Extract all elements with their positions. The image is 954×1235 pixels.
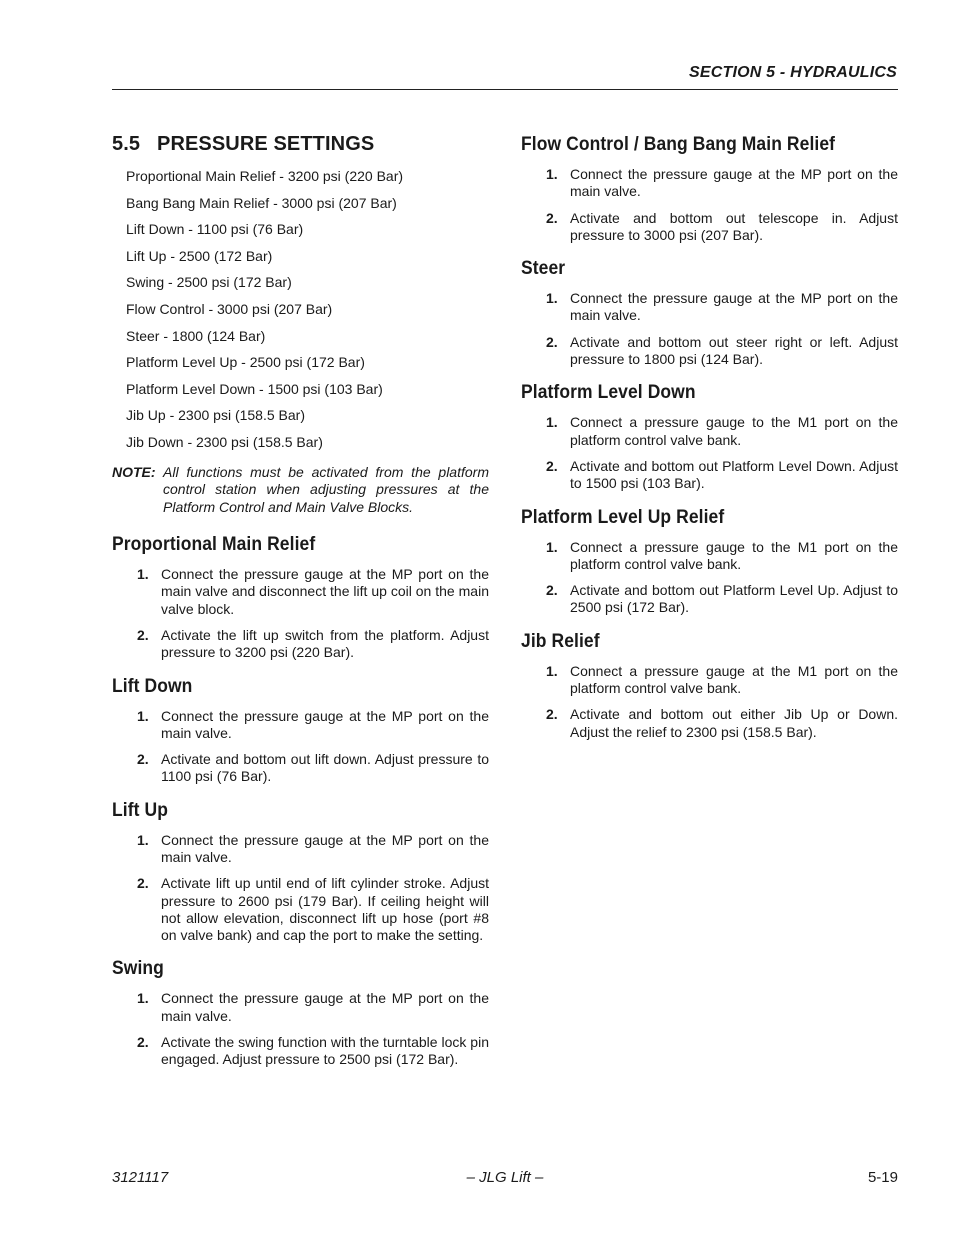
step-item <box>521 334 898 369</box>
left-column <box>112 128 489 1083</box>
step-number: 1. <box>546 662 558 679</box>
steps-list <box>112 990 489 1068</box>
step-number: 2. <box>137 626 149 643</box>
setting-item: Platform Level Down - 1500 psi (103 Bar) <box>126 380 383 397</box>
document-number: 3121117 <box>112 1169 169 1186</box>
setting-item: Steer - 1800 (124 Bar) <box>126 327 266 344</box>
step-item <box>112 751 489 786</box>
step-number: 2. <box>137 1034 149 1051</box>
step-item <box>521 458 898 493</box>
block-platform-level-up-relief <box>521 507 898 617</box>
step-item <box>112 1034 489 1069</box>
step-number: 2. <box>546 457 558 474</box>
block-lift-up <box>112 800 489 945</box>
step-text: Activate and bottom out telescope in. Adjust pressure to 3000 psi (207 Bar). <box>570 209 898 243</box>
subsection-heading: Platform Level Down <box>521 382 696 404</box>
steps-list <box>521 663 898 741</box>
right-column <box>521 128 898 755</box>
footer-brand: – JLG Lift – <box>466 1169 544 1186</box>
setting-item: Lift Down - 1100 psi (76 Bar) <box>126 221 304 238</box>
setting-item: Bang Bang Main Relief - 3000 psi (207 Bar) <box>126 194 397 211</box>
step-number: 1. <box>546 538 558 555</box>
step-text: Connect the pressure gauge at the MP port on the main valve. <box>161 831 489 865</box>
step-item <box>521 166 898 201</box>
steps-list <box>521 290 898 368</box>
step-text: Activate and bottom out lift down. Adjust pressure to 1100 psi (76 Bar). <box>161 751 489 785</box>
step-text: Connect a pressure gauge at the M1 port on the platform control valve bank. <box>570 662 898 697</box>
step-number: 1. <box>137 990 149 1007</box>
step-text: Connect the pressure gauge at the MP port on the main valve. <box>570 166 898 200</box>
steps-list <box>521 166 898 244</box>
step-text: Activate and bottom out steer right or left. Adjust pressure to 1800 psi (124 Bar). <box>570 333 898 368</box>
step-number: 2. <box>137 875 149 892</box>
step-number: 1. <box>546 290 558 307</box>
step-number: 1. <box>137 707 149 724</box>
block-proportional-main-relief <box>112 534 489 661</box>
setting-item: Swing - 2500 psi (172 Bar) <box>126 274 292 291</box>
step-text: Connect a pressure gauge to the M1 port on the platform control valve bank. <box>570 414 898 448</box>
block-jib-relief <box>521 631 898 741</box>
step-item <box>521 539 898 574</box>
subsection-heading: Jib Relief <box>521 630 600 652</box>
subsection-heading: Swing <box>112 958 164 980</box>
step-item <box>521 582 898 617</box>
step-item <box>112 875 489 944</box>
header-rule <box>112 89 898 90</box>
step-text: Activate the swing function with the turntable lock pin engaged. Adjust pressure to 2500 psi (172 Bar). <box>161 1034 489 1068</box>
step-text: Activate and bottom out Platform Level Up. Adjust to 2500 psi (172 Bar). <box>570 582 898 616</box>
step-item <box>521 706 898 741</box>
block-lift-down <box>112 676 489 786</box>
steps-list <box>112 708 489 786</box>
step-item <box>112 708 489 743</box>
step-number: 1. <box>137 831 149 848</box>
step-item <box>112 832 489 867</box>
block-platform-level-down <box>521 382 898 492</box>
step-item <box>112 566 489 618</box>
step-number: 1. <box>546 166 558 182</box>
step-text: Activate lift up until end of lift cylinder stroke. Adjust pressure to 2600 psi (179 Bar). If ceiling height will not allow elevation, disconnect lift up hose (port #8 on valve bank) and cap the port to make the setting. <box>161 875 489 944</box>
step-number: 2. <box>137 751 149 768</box>
steps-list <box>112 566 489 661</box>
section-title-text: PRESSURE SETTINGS <box>157 133 375 155</box>
steps-list <box>521 539 898 617</box>
step-text: Activate the lift up switch from the platform. Adjust pressure to 3200 psi (220 Bar). <box>161 626 489 661</box>
step-text: Connect the pressure gauge at the MP port on the main valve. <box>161 990 489 1024</box>
step-text: Connect the pressure gauge at the MP port on the main valve and disconnect the lift up coil on the main valve block. <box>161 566 489 617</box>
subsection-heading: Steer <box>521 258 566 280</box>
step-item <box>112 990 489 1025</box>
note <box>112 464 489 517</box>
pressure-settings-list <box>112 168 489 461</box>
setting-item: Lift Up - 2500 (172 Bar) <box>126 247 273 264</box>
block-steer <box>521 258 898 368</box>
step-text: Activate and bottom out Platform Level Down. Adjust to 1500 psi (103 Bar). <box>570 457 898 492</box>
setting-item: Platform Level Up - 2500 psi (172 Bar) <box>126 354 365 371</box>
step-number: 2. <box>546 209 558 226</box>
page-number: 5-19 <box>867 1169 898 1186</box>
step-number: 2. <box>546 706 558 723</box>
steps-list <box>112 832 489 945</box>
step-number: 1. <box>546 414 558 431</box>
subsection-heading: Lift Down <box>112 675 193 697</box>
block-flow-control <box>521 134 898 244</box>
subsection-heading: Platform Level Up Relief <box>521 506 725 528</box>
step-item <box>112 627 489 662</box>
setting-item: Jib Up - 2300 psi (158.5 Bar) <box>126 407 305 424</box>
block-swing <box>112 958 489 1068</box>
section-number: 5.5 <box>112 133 141 155</box>
step-text: Connect a pressure gauge to the M1 port on the platform control valve bank. <box>570 538 898 572</box>
section-header: SECTION 5 - HYDRAULICS <box>689 64 897 81</box>
subsection-heading: Proportional Main Relief <box>112 534 316 556</box>
step-number: 2. <box>546 582 558 599</box>
step-text: Connect the pressure gauge at the MP port on the main valve. <box>570 290 898 324</box>
setting-item: Flow Control - 3000 psi (207 Bar) <box>126 300 333 317</box>
step-text: Activate and bottom out either Jib Up or Down. Adjust the relief to 2300 psi (158.5 Bar). <box>570 706 898 740</box>
note-text: All functions must be activated from the platform control station when adjusting pressures at the Platform Control and Main Valve Blocks. <box>163 463 489 515</box>
subsection-heading: Lift Up <box>112 799 168 821</box>
step-number: 2. <box>546 333 558 350</box>
section-title <box>112 133 489 156</box>
step-number: 1. <box>137 566 149 583</box>
step-item <box>521 663 898 698</box>
step-item <box>521 290 898 325</box>
step-text: Connect the pressure gauge at the MP port on the main valve. <box>161 707 489 741</box>
step-item <box>521 210 898 245</box>
note-label: NOTE: <box>112 463 156 480</box>
setting-item: Jib Down - 2300 psi (158.5 Bar) <box>126 433 323 450</box>
page-footer <box>112 1169 898 1189</box>
step-item <box>521 414 898 449</box>
steps-list <box>521 414 898 492</box>
subsection-heading: Flow Control / Bang Bang Main Relief <box>521 134 836 155</box>
setting-item: Proportional Main Relief - 3200 psi (220 Bar) <box>126 168 404 184</box>
